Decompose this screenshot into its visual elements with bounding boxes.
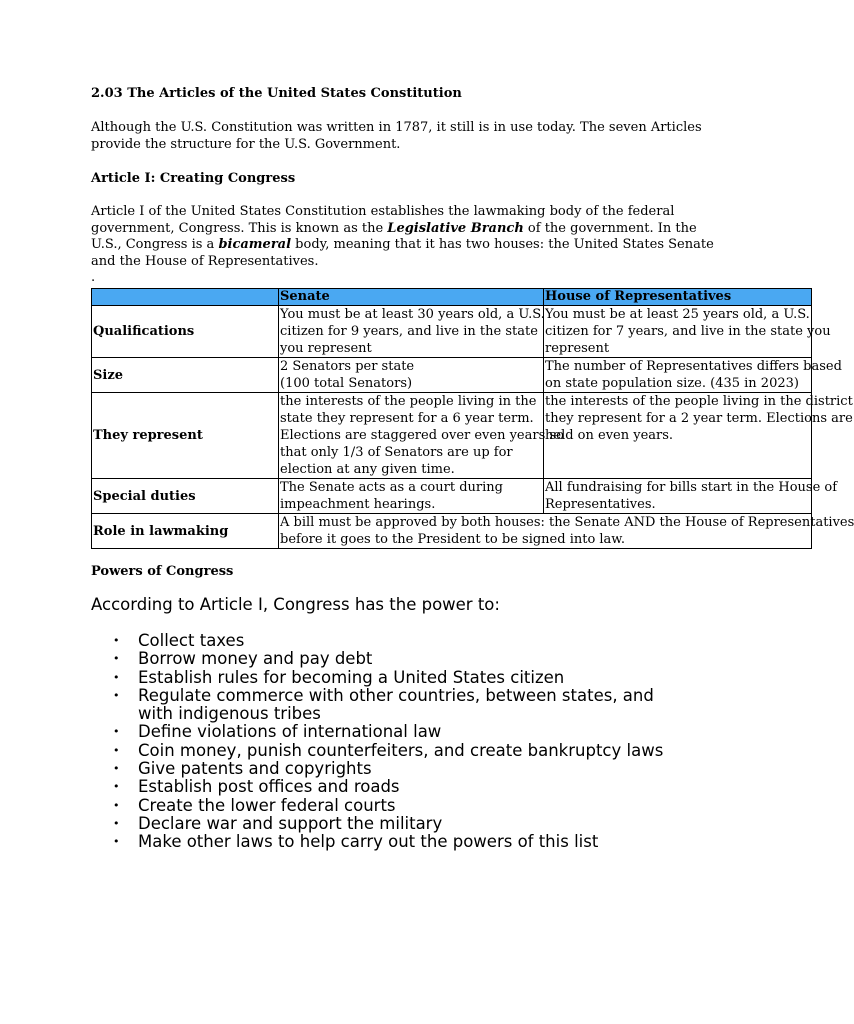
table-row-qualifications bbox=[92, 306, 812, 358]
stray-period: . bbox=[91, 270, 96, 285]
bullet-icon: • bbox=[113, 670, 120, 684]
article1-line-3-before: U.S., Congress is a bbox=[91, 237, 219, 252]
congress-comparison-table bbox=[91, 288, 854, 549]
bullet-icon: • bbox=[113, 816, 120, 830]
power-list-item bbox=[91, 833, 663, 851]
powers-intro: According to Article I, Congress has the power to: bbox=[91, 595, 500, 614]
bicameral-term: bicameral bbox=[218, 237, 292, 252]
power-text: Make other laws to help carry out the powers of this list bbox=[138, 832, 599, 852]
document-title: 2.03 The Articles of the United States Constitution bbox=[91, 86, 462, 101]
bullet-icon: • bbox=[113, 835, 120, 849]
cell-line: before it goes to the President to be signed into law. bbox=[280, 532, 626, 547]
cell-line: on state population size. (435 in 2023) bbox=[545, 376, 799, 391]
row-label-special-duties: Special duties bbox=[92, 479, 279, 514]
cell-line: that only 1/3 of Senators are up for bbox=[280, 445, 513, 460]
power-list-item bbox=[91, 687, 663, 724]
cell-line: 2 Senators per state bbox=[280, 359, 415, 374]
cell-line: The Senate acts as a court during bbox=[280, 480, 503, 495]
power-text: Give patents and copyrights bbox=[138, 759, 372, 779]
article1-heading: Article I: Creating Congress bbox=[91, 171, 296, 186]
bullet-icon: • bbox=[113, 634, 120, 647]
power-list-item bbox=[91, 723, 663, 741]
cell-line: You must be at least 30 years old, a U.S. bbox=[280, 307, 545, 322]
bullet-icon: • bbox=[113, 762, 120, 776]
table-row-role-in-lawmaking bbox=[92, 514, 812, 549]
cell-line: election at any given time. bbox=[280, 462, 455, 477]
cell-line: held on even years. bbox=[545, 428, 674, 443]
cell-senate-qualifications bbox=[279, 306, 544, 358]
article1-line-3-after: body, meaning that it has two houses: the United States Senate bbox=[291, 237, 714, 252]
cell-line: state they represent for a 6 year term. bbox=[280, 411, 534, 426]
table-header-blank bbox=[92, 289, 279, 306]
cell-house-qualifications bbox=[544, 306, 831, 358]
intro-line-1: Although the U.S. Constitution was written in 1787, it still is in use today. The seven Articles bbox=[91, 120, 702, 135]
power-text: Create the lower federal courts bbox=[138, 795, 396, 815]
cell-line: citizen for 9 years, and live in the state bbox=[280, 324, 538, 339]
power-list-item bbox=[91, 632, 663, 650]
power-text: Coin money, punish counterfeiters, and create bankruptcy laws bbox=[138, 740, 664, 760]
table-header-senate: Senate bbox=[279, 289, 544, 306]
bullet-icon: • bbox=[113, 688, 120, 702]
article1-paragraph bbox=[91, 204, 714, 270]
cell-house-special-duties bbox=[544, 479, 838, 514]
bullet-icon: • bbox=[113, 725, 120, 739]
article1-line-2-before: government, Congress. This is known as the bbox=[91, 220, 388, 236]
power-list-item bbox=[91, 669, 663, 687]
cell-line: All fundraising for bills start in the House of bbox=[545, 480, 838, 495]
table-row-special-duties bbox=[92, 479, 812, 514]
cell-house-size bbox=[544, 358, 842, 393]
table-row-they-represent bbox=[92, 393, 812, 479]
power-text: Collect taxes bbox=[138, 631, 245, 650]
power-list-item bbox=[91, 650, 663, 668]
cell-line: A bill must be approved by both houses: the Senate AND the House of Representatives bbox=[280, 515, 854, 530]
power-list-item bbox=[91, 778, 663, 796]
cell-line: You must be at least 25 years old, a U.S. bbox=[545, 307, 810, 322]
bullet-icon: • bbox=[113, 652, 120, 666]
intro-paragraph bbox=[91, 120, 702, 153]
cell-senate-special-duties bbox=[279, 479, 544, 514]
cell-line: impeachment hearings. bbox=[280, 497, 436, 512]
bullet-icon: • bbox=[113, 780, 120, 794]
power-text: Define violations of international law bbox=[138, 722, 442, 742]
cell-role-in-lawmaking bbox=[279, 514, 854, 549]
article1-line-3 bbox=[91, 237, 714, 254]
bullet-icon: • bbox=[113, 798, 120, 812]
power-text: Establish post offices and roads bbox=[138, 777, 400, 797]
cell-house-they-represent bbox=[544, 393, 853, 479]
row-label-they-represent: They represent bbox=[92, 393, 279, 479]
cell-line: Representatives. bbox=[545, 497, 656, 512]
article1-line-2-after: of the government. In the bbox=[523, 220, 697, 236]
cell-line: represent bbox=[545, 341, 610, 356]
cell-senate-they-represent bbox=[279, 393, 564, 479]
table-row-size bbox=[92, 358, 812, 393]
cell-senate-size bbox=[279, 358, 544, 393]
powers-list bbox=[91, 632, 663, 852]
row-label-role-in-lawmaking: Role in lawmaking bbox=[92, 514, 279, 549]
power-list-item bbox=[91, 815, 663, 833]
row-label-size: Size bbox=[92, 358, 279, 393]
cell-line: Elections are staggered over even years so bbox=[280, 428, 564, 443]
bullet-icon: • bbox=[113, 743, 120, 757]
article1-line-4: and the House of Representatives. bbox=[91, 253, 319, 269]
cell-line: the interests of the people living in the district bbox=[545, 394, 853, 409]
power-text: Establish rules for becoming a United States citizen bbox=[138, 667, 565, 687]
power-text: Regulate commerce with other countries, between states, and bbox=[138, 685, 654, 705]
power-list-item bbox=[91, 742, 663, 760]
cell-line: the interests of the people living in the bbox=[280, 394, 537, 409]
row-label-qualifications: Qualifications bbox=[92, 306, 279, 358]
power-list-item bbox=[91, 797, 663, 815]
article1-line-2 bbox=[91, 221, 714, 238]
power-text: Declare war and support the military bbox=[138, 813, 443, 833]
intro-line-2: provide the structure for the U.S. Government. bbox=[91, 136, 401, 152]
cell-line: (100 total Senators) bbox=[280, 376, 413, 391]
cell-line: they represent for a 2 year term. Elections are bbox=[545, 411, 853, 426]
table-header-house: House of Representatives bbox=[544, 289, 812, 306]
power-text: Borrow money and pay debt bbox=[138, 649, 373, 669]
legislative-branch-term: Legislative Branch bbox=[387, 220, 524, 236]
article1-line-1: Article I of the United States Constitution establishes the lawmaking body of the federal bbox=[91, 204, 675, 219]
powers-heading: Powers of Congress bbox=[91, 564, 234, 579]
cell-line: you represent bbox=[280, 341, 372, 356]
power-list-item bbox=[91, 760, 663, 778]
power-text: with indigenous tribes bbox=[138, 704, 321, 724]
cell-line: citizen for 7 years, and live in the state you bbox=[545, 324, 831, 339]
cell-line: The number of Representatives differs based bbox=[545, 359, 842, 374]
table-header-row bbox=[92, 289, 812, 306]
